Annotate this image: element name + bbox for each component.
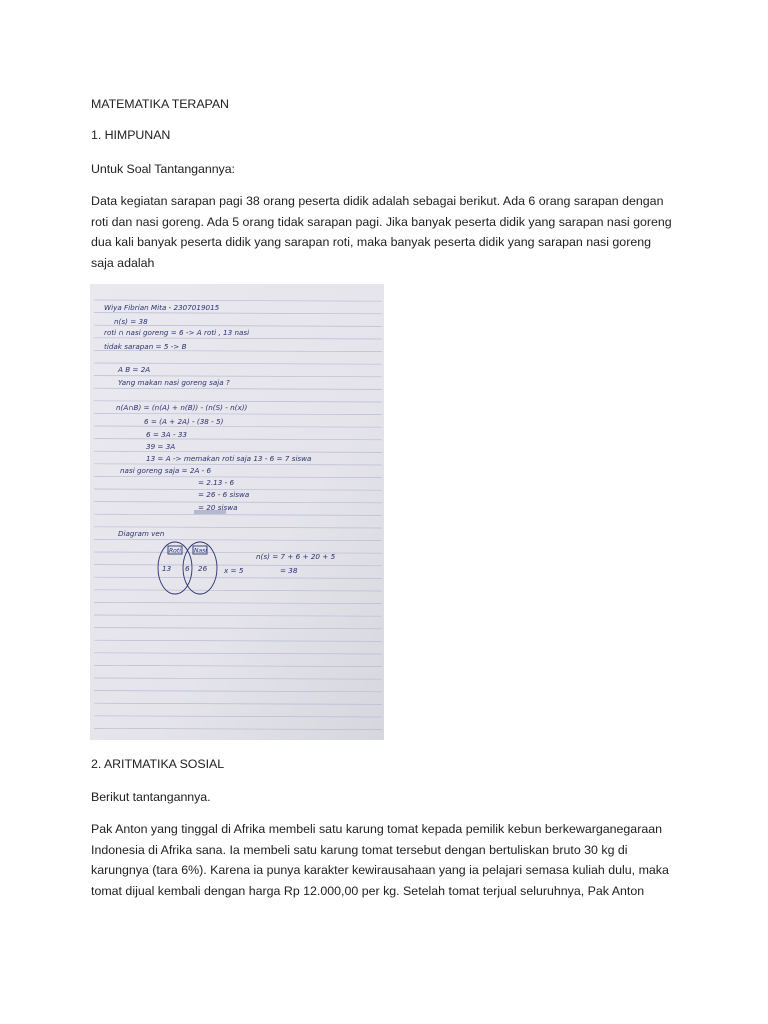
subtitle-soal-tantangan: Untuk Soal Tantangannya: [91, 162, 235, 176]
document-title: MATEMATIKA TERAPAN [91, 97, 229, 111]
hw-line: 13 = A -> memakan roti saja 13 - 6 = 7 siswa [146, 454, 312, 463]
venn-outside: x = 5 [224, 566, 244, 575]
hw-line: 39 = 3A [146, 442, 176, 451]
venn-intersection: 6 [185, 564, 190, 573]
section-heading-himpunan: 1. HIMPUNAN [91, 128, 171, 142]
notebook-page-drawing [90, 284, 384, 740]
hw-line: Diagram ven [118, 529, 165, 538]
hw-line: = 26 - 6 siswa [198, 490, 250, 499]
hw-line: = 2.13 - 6 [198, 478, 235, 487]
hw-line: n(s) = 38 [114, 317, 148, 326]
paragraph-line: Data kegiatan sarapan pagi 38 orang peserta didik adalah sebagai berikut. Ada 6 orang sarapan dengan [91, 194, 664, 208]
hw-total-line-1: n(s) = 7 + 6 + 20 + 5 [256, 552, 336, 561]
hw-line: A B = 2A [118, 365, 151, 374]
hw-line: 6 = 3A - 33 [146, 430, 187, 439]
hw-line: 6 = (A + 2A) - (38 - 5) [144, 417, 224, 426]
hw-line: roti ∩ nasi goreng = 6 -> A roti , 13 nasi [104, 328, 250, 337]
hw-name-line: Wiya Fibrian Mita - 2307019015 [104, 303, 220, 312]
paragraph-line: Pak Anton yang tinggal di Afrika membeli satu karung tomat kepada pemilik kebun berkewarganegaraan [91, 822, 663, 836]
paper-background [90, 284, 384, 740]
problem-2-paragraph [91, 819, 691, 901]
paragraph-line: tomat dijual kembali dengan harga Rp 12.000,00 per kg. Setelah tomat terjual seluruhnya, Pak Anton [91, 883, 645, 898]
paragraph-line: Indonesia di Afrika sana. Ia membeli satu karung tomat tersebut dengan bertuliskan bruto 30 kg di [91, 842, 628, 857]
hw-line: n(A∩B) = (n(A) + n(B)) - (n(S) - n(x)) [116, 403, 248, 412]
hw-line: = 20 siswa [198, 503, 238, 512]
paragraph-line: roti dan nasi goreng. Ada 5 orang tidak sarapan pagi. Jika banyak peserta didik yang sarapan nasi goreng [91, 214, 672, 229]
venn-roti-only: 13 [162, 564, 172, 573]
problem-1-paragraph [91, 191, 691, 273]
hw-line: Yang makan nasi goreng saja ? [118, 378, 230, 387]
hw-total-line-2: = 38 [280, 566, 298, 575]
paragraph-line: saja adalah [91, 255, 155, 270]
venn-nasi-only: 26 [198, 564, 208, 573]
venn-label-nasi: Nasi [194, 547, 207, 555]
venn-label-roti: Roti [169, 547, 181, 555]
hw-line: nasi goreng saja = 2A - 6 [120, 466, 212, 475]
handwritten-notes-photo [90, 284, 384, 740]
paragraph-line: karungnya (tara 6%). Karena ia punya karakter kewirausahaan yang ia pelajari semasa kuliah dulu, maka [91, 863, 669, 877]
hw-line: tidak sarapan = 5 -> B [104, 342, 187, 351]
paragraph-line: dua kali banyak peserta didik yang sarapan roti, maka banyak peserta didik yang sarapan nasi goreng [91, 235, 651, 249]
section-heading-aritmatika-sosial: 2. ARITMATIKA SOSIAL [91, 757, 225, 771]
subtitle-berikut-tantangan: Berikut tantangannya. [91, 790, 211, 804]
